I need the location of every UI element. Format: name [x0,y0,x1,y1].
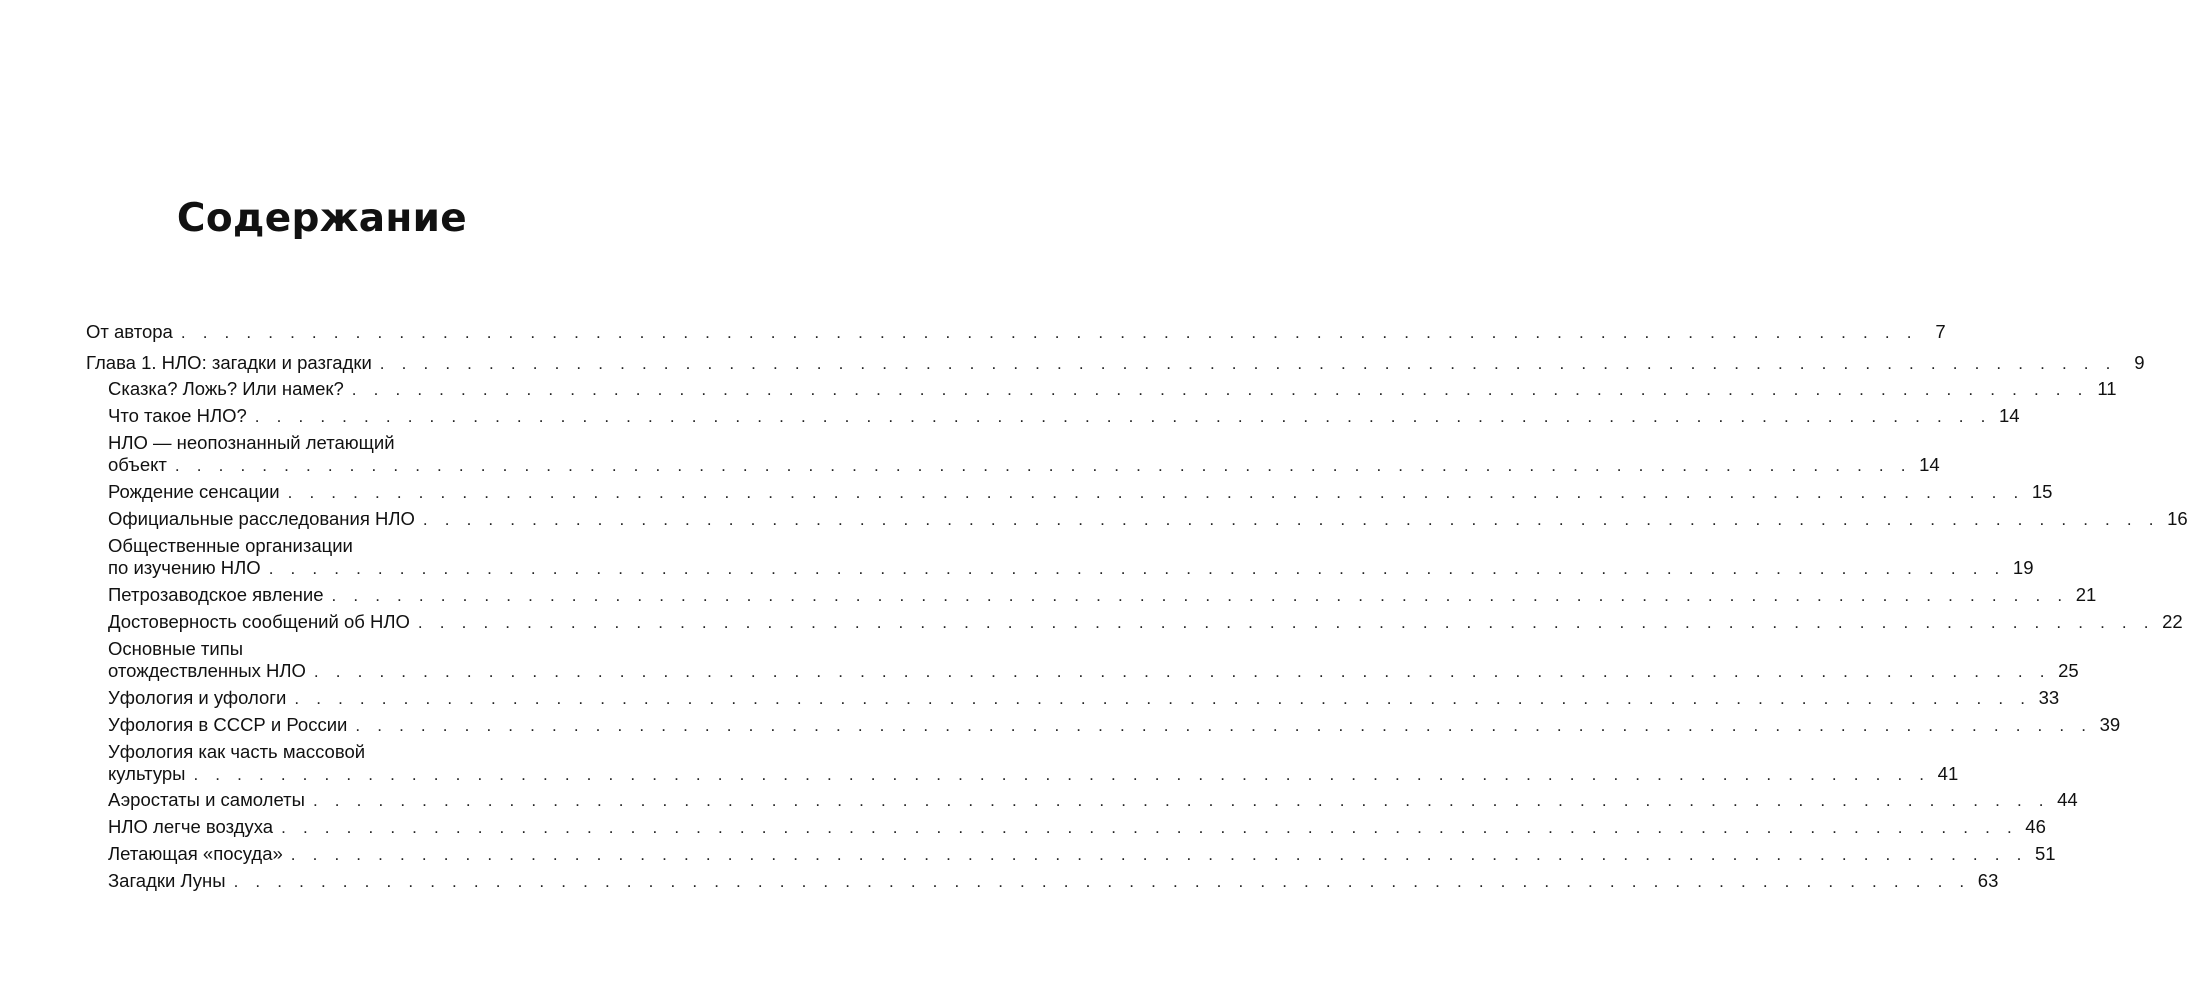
dot-leader: . . . . . . . . . . . . . . . . . . . . . . . . . . . . . . . . . . . . . . . . . . . . . . . . . . . . . . . . . . . . . . . . . . . . . . . . . . . . . . . . [331,586,2069,605]
dot-leader: . . . . . . . . . . . . . . . . . . . . . . . . . . . . . . . . . . . . . . . . . . . . . . . . . . . . . . . . . . . . . . . . . . . . . . . . . . . . . . . . [422,510,2160,529]
toc-entry-page-number: 44 [2057,789,2078,810]
toc-entry-title: От автора [86,321,173,342]
toc-entry-title-line1: Уфология как часть массовой [108,741,366,762]
toc-entry-title-line1: Основные типы [108,638,244,659]
toc-entry-page-number: 16 [2167,508,2188,529]
toc-entry-title: по изучению НЛО [108,557,261,578]
toc-entry-page-number: 21 [2075,584,2097,605]
dot-leader: . . . . . . . . . . . . . . . . . . . . . . . . . . . . . . . . . . . . . . . . . . . . . . . . . . . . . . . . . . . . . . . . . . . . . . . . . . . . . . . . [351,380,2089,399]
dot-leader: . . . . . . . . . . . . . . . . . . . . . . . . . . . . . . . . . . . . . . . . . . . . . . . . . . . . . . . . . . . . . . . . . . . . . . . . . . . . . . . . [287,483,2025,502]
toc-entry-title: Петрозаводское явление [108,584,324,605]
toc-entry-page-number: 33 [2038,687,2060,708]
dot-leader: . . . . . . . . . . . . . . . . . . . . . . . . . . . . . . . . . . . . . . . . . . . . . . . . . . . . . . . . . . . . . . . . . . . . . . . . . . . . . . . . [417,613,2155,632]
toc-entry-title: Что такое НЛО? [108,405,247,426]
toc-entry-title: Сказка? Ложь? Или намек? [108,378,344,399]
dot-leader: . . . . . . . . . . . . . . . . . . . . . . . . . . . . . . . . . . . . . . . . . . . . . . . . . . . . . . . . . . . . . . . . . . . . . . . . . . . . . . . . [268,559,2006,578]
dot-leader: . . . . . . . . . . . . . . . . . . . . . . . . . . . . . . . . . . . . . . . . . . . . . . . . . . . . . . . . . . . . . . . . . . . . . . . . . . . . . . . . [233,872,1971,891]
toc-entry-title: Достоверность сообщений об НЛО [108,611,410,632]
dot-leader: . . . . . . . . . . . . . . . . . . . . . . . . . . . . . . . . . . . . . . . . . . . . . . . . . . . . . . . . . . . . . . . . . . . . . . . . . . . . . . . . [379,354,2117,373]
toc-entry-page-number: 46 [2025,816,2046,837]
dot-leader: . . . . . . . . . . . . . . . . . . . . . . . . . . . . . . . . . . . . . . . . . . . . . . . . . . . . . . . . . . . . . . . . . . . . . . . . . . . . . . . . [193,765,1931,784]
toc-entry-title: отождествленных НЛО [108,660,306,681]
toc-entry-page-number: 14 [1919,454,1940,475]
toc-entry-page-number: 15 [2031,481,2053,502]
toc-entry-title-line1: Общественные организации [108,535,353,556]
dot-leader: . . . . . . . . . . . . . . . . . . . . . . . . . . . . . . . . . . . . . . . . . . . . . . . . . . . . . . . . . . . . . . . . . . . . . . . . . . . . . . . . [281,818,2018,837]
toc-entry-page-number: 19 [2012,557,2034,578]
toc-entry-title: Рождение сенсации [108,481,280,502]
dot-leader: . . . . . . . . . . . . . . . . . . . . . . . . . . . . . . . . . . . . . . . . . . . . . . . . . . . . . . . . . . . . . . . . . . . . . . . . . . . . . . . . [254,407,1992,426]
dot-leader: . . . . . . . . . . . . . . . . . . . . . . . . . . . . . . . . . . . . . . . . . . . . . . . . . . . . . . . . . . . . . . . . . . . . . . . . . . . . . . . . [290,845,2028,864]
dot-leader: . . . . . . . . . . . . . . . . . . . . . . . . . . . . . . . . . . . . . . . . . . . . . . . . . . . . . . . . . . . . . . . . . . . . . . . . . . . . . . . . [174,456,1912,475]
toc-entry-title: объект [108,454,167,475]
toc-entry-page-number: 51 [2034,843,2056,864]
toc-entry-title: Загадки Луны [108,870,226,891]
toc-entry-page-number: 63 [1977,870,1999,891]
dot-leader: . . . . . . . . . . . . . . . . . . . . . . . . . . . . . . . . . . . . . . . . . . . . . . . . . . . . . . . . . . . . . . . . . . . . . . . . . . . . . . . . [312,791,2050,810]
toc-entry-page-number: 39 [2099,714,2121,735]
toc-entry-title: культуры [108,763,186,784]
toc-entry-page-number: 41 [1937,763,1959,784]
toc-entry-title: НЛО легче воздуха [108,816,274,837]
dot-leader: . . . . . . . . . . . . . . . . . . . . . . . . . . . . . . . . . . . . . . . . . . . . . . . . . . . . . . . . . . . . . . . . . . . . . . . . . . . . . . . . [313,662,2051,681]
toc-entry-page-number: 11 [2097,378,2117,399]
toc-entry-page-number: 25 [2058,660,2079,681]
dot-leader: . . . . . . . . . . . . . . . . . . . . . . . . . . . . . . . . . . . . . . . . . . . . . . . . . . . . . . . . . . . . . . . . . . . . . . . . . . . . . . . . [294,689,2032,708]
toc-entry-title: Официальные расследования НЛО [108,508,415,529]
toc-entry-page-number: 7 [1935,321,1946,342]
toc-entry-title-line1: НЛО — неопознанный летающий [108,432,395,453]
toc-entry-title: Уфология в СССР и России [108,714,348,735]
dot-leader: . . . . . . . . . . . . . . . . . . . . . . . . . . . . . . . . . . . . . . . . . . . . . . . . . . . . . . . . . . . . . . . . . . . . . . . . . . . . . . . . [180,323,1918,342]
toc-entry-title: Уфология и уфологи [108,687,287,708]
toc-entry-page-number: 9 [2134,352,2145,373]
toc-entry-page-number: 14 [1998,405,2020,426]
toc-entry-title: Глава 1. НЛО: загадки и разгадки [86,352,372,373]
toc-entry-title: Летающая «посуда» [108,843,283,864]
page-title: Содержание [176,196,468,241]
toc-entry-title: Аэростаты и самолеты [108,789,305,810]
toc-entry-page-number: 22 [2162,611,2183,632]
dot-leader: . . . . . . . . . . . . . . . . . . . . . . . . . . . . . . . . . . . . . . . . . . . . . . . . . . . . . . . . . . . . . . . . . . . . . . . . . . . . . . . . [355,716,2093,735]
